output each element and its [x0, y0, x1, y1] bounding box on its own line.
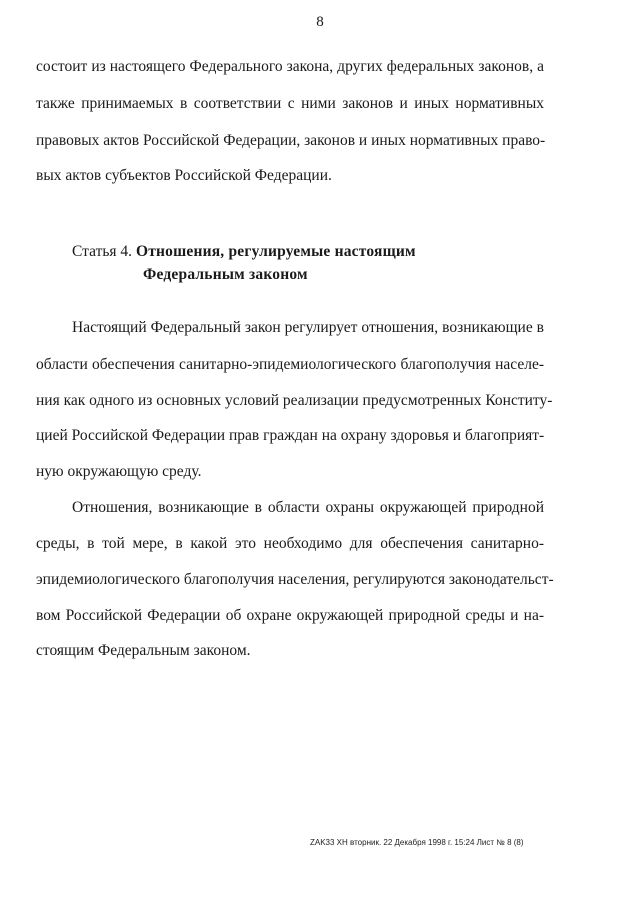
paragraph-line: правовых актов Российской Федерации, законов и иных нормативных право-: [36, 132, 546, 149]
article-title-line1: Отношения, регулируемые настоящим: [135, 243, 416, 260]
paragraph-line: цией Российской Федерации прав граждан на охрану здоровья и благоприят-: [36, 427, 545, 444]
paragraph-line: среды, в той мере, в какой это необходимо для обеспечения санитарно-: [36, 535, 544, 552]
paragraph-line: эпидемиологического благополучия населения, регулируются законодательст-: [36, 571, 554, 588]
paragraph-line: стоящим Федеральным законом.: [36, 642, 251, 659]
paragraph-line: ния как одного из основных условий реализации предусмотренных Конститу-: [36, 392, 553, 409]
paragraph-line: вом Российской Федерации об охране окружающей природной среды и на-: [36, 607, 544, 624]
paragraph-line: ную окружающую среду.: [36, 463, 202, 480]
paragraph-line: Настоящий Федеральный закон регулирует отношения, возникающие в: [72, 319, 544, 336]
article-prefix: Статья 4.: [72, 243, 133, 260]
page-number: 8: [316, 14, 324, 30]
article-title-line2: Федеральным законом: [143, 266, 308, 283]
paragraph-line: также принимаемых в соответствии с ними законов и иных нормативных: [36, 95, 544, 112]
footer-stamp: ZAK33 XH вторник. 22 Декабря 1998 г. 15:24 Лист № 8 (8): [310, 838, 524, 847]
paragraph-line: состоит из настоящего Федерального закона, других федеральных законов, а: [36, 58, 544, 75]
paragraph-line: области обеспечения санитарно-эпидемиологического благополучия населе-: [36, 356, 544, 373]
paragraph-line: Отношения, возникающие в области охраны окружающей природной: [72, 499, 544, 516]
paragraph-line: вых актов субъектов Российской Федерации.: [36, 167, 332, 184]
